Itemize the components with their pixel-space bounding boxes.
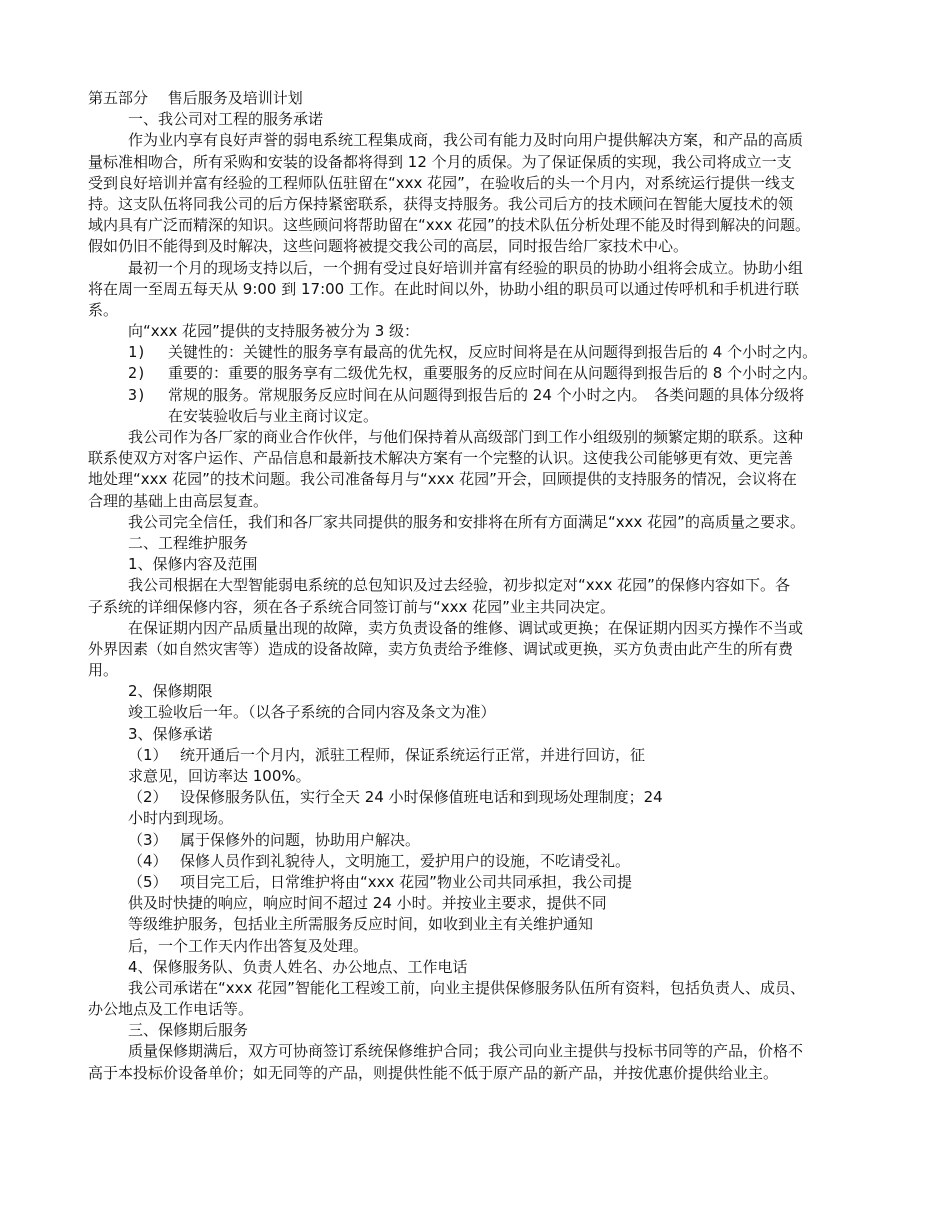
paragraph-line: 竣工验收后一年。（以各子系统的合同内容及条文为准） [128,703,496,722]
list-item-continuation: 在安装验收后与业主商讨议定。 [168,406,379,425]
subsection-heading: 4、保修服务队、负责人姓名、办公地点、工作电话 [128,957,468,976]
promise-continuation: 供及时快捷的响应，响应时间不超过 24 小时。并按业主要求，提供不同 [128,894,607,913]
paragraph-line: 最初一个月的现场支持以后，一个拥有受过良好培训并富有经验的职员的协助小组将会成立。协助小组 [128,258,804,277]
promise-marker: （3） [128,830,168,849]
promise-marker: （5） [128,872,168,891]
paragraph-line: 用。 [88,661,119,680]
list-item-text: 常规的服务。常规服务反应时间在从问题得到报告后的 24 个小时之内。 各类问题的具体分级将 [168,385,805,404]
promise-marker: （4） [128,851,168,870]
subsection-heading: 3、保修承诺 [128,724,213,743]
paragraph-line: 量标准相吻合，所有采购和安装的设备都将得到 12 个月的质保。为了保证保质的实现，我公司将成立一支 [88,152,792,171]
list-marker: 2) [128,364,147,383]
promise-item [88,787,864,808]
paragraph-line: 地处理“xxx 花园”的技术问题。我公司准备每月与“xxx 花园”开会，回顾提供的支持服务的情况，会议将在 [88,470,797,489]
promise-text: 统开通后一个月内，派驻工程师，保证系统运行正常，并进行回访，征 [180,745,646,764]
paragraph-line: 质量保修期满后，双方可协商签订系统保修维护合同；我公司向业主提供与投标书同等的产品，价格不 [128,1042,804,1061]
section-heading: 三、保修期后服务 [128,1021,249,1040]
list-marker: 1) [128,343,147,362]
paragraph-line: 办公地点及工作电话等。 [88,1000,254,1019]
promise-continuation: 求意见，回访率达 100%。 [128,767,311,785]
paragraph-line: 我公司根据在大型智能弱电系统的总包知识及过去经验，初步拟定对“xxx 花园”的保修内容如下。各 [128,576,790,595]
section-heading: 一、我公司对工程的服务承诺 [128,110,324,129]
paragraph-line: 持。这支队伍将同我公司的后方保持紧密联系，获得支持服务。我公司后方的技术顾问在智能大厦技术的领 [88,194,794,213]
list-item [88,363,864,384]
paragraph-line: 高于本投标价设备单价；如无同等的产品，则提供性能不低于原产品的新产品，并按优惠价提供给业主。 [88,1063,779,1082]
promise-continuation: 等级维护服务，包括业主所需服务反应时间，如收到业主有关维护通知 [128,915,594,934]
paragraph-line: 将在周一至周五每天从 9:00 到 17:00 工作。在此时间以外，协助小组的职员可以通过传呼机和手机进行联 [88,279,799,298]
promise-item [88,872,864,893]
paragraph-line: 我公司作为各厂家的商业合作伙伴，与他们保持着从高级部门到工作小组级别的频繁定期的联系。这种 [128,428,804,446]
list-marker: 3) [128,385,147,404]
part-title: 第五部分 售后服务及培训计划 [88,89,303,107]
paragraph-line: 外界因素（如自然灾害等）造成的设备故障，卖方负责给予维修、调试或更换，买方负责由此产生的所有费 [88,639,794,658]
paragraph-line: 向“xxx 花园”提供的支持服务被分为 3 级： [128,322,420,341]
promise-item [88,830,864,851]
promise-continuation: 小时内到现场。 [128,809,234,828]
paragraph-line: 在保证期内因产品质量出现的故障，卖方负责设备的维修、调试或更换；在保证期内因买方操作不当或 [128,618,804,637]
promise-continuation: 后，一个工作天内作出答复及处理。 [128,936,369,955]
promise-item [88,851,864,872]
paragraph-line: 子系统的详细保修内容，须在各子系统合同签订前与“xxx 花园”业主共同决定。 [88,597,615,616]
promise-marker: （2） [128,788,168,807]
paragraph-line: 系。 [88,300,119,319]
section-heading: 二、工程维护服务 [128,533,249,552]
promise-item [88,745,864,766]
promise-text: 保修人员作到礼貌待人，文明施工，爱护用户的设施，不吃请受礼。 [180,851,631,870]
paragraph-line: 我公司完全信任，我们和各厂家共同提供的服务和安排将在所有方面满足“xxx 花园”的高质量之要求。 [128,512,805,531]
list-item-text: 关键性的：关键性的服务享有最高的优先权，反应时间将是在从问题得到报告后的 4 个小时之内。 [168,343,818,362]
paragraph-line: 我公司承诺在“xxx 花园”智能化工程竣工前，向业主提供保修服务队伍所有资料，包括负责人、成员、 [128,978,805,997]
paragraph-line: 域内具有广泛而精深的知识。这些顾问将帮助留在“xxx 花园”的技术队伍分析处理不能及时得到解决的问题。 [88,216,810,235]
paragraph-line: 合理的基础上由高层复查。 [88,491,269,510]
paragraph-line: 受到良好培训并富有经验的工程师队伍驻留在“xxx 花园”，在验收后的头一个月内，对系统运行提供一线支 [88,173,795,192]
promise-marker: （1） [128,745,168,764]
subsection-heading: 2、保修期限 [128,682,213,701]
list-item [88,342,864,363]
promise-text: 项目完工后，日常维护将由“xxx 花园”物业公司共同承担，我公司提 [180,872,632,891]
subsection-heading: 1、保修内容及范围 [128,555,258,574]
paragraph-line: 假如仍旧不能得到及时解决，这些问题将被提交我公司的高层，同时报告给厂家技术中心。 [88,237,689,256]
promise-text: 设保修服务队伍，实行全天 24 小时保修值班电话和到现场处理制度；24 [180,788,663,807]
paragraph-line: 作为业内享有良好声誉的弱电系统工程集成商，我公司有能力及时向用户提供解决方案，和产品的高质 [128,131,804,150]
promise-text: 属于保修外的问题，协助用户解决。 [180,830,421,849]
list-item-text: 重要的：重要的服务享有二级优先权，重要服务的反应时间在从问题得到报告后的 8 个小时之内。 [168,364,818,383]
list-item [88,385,864,406]
paragraph-line: 联系使双方对客户运作、产品信息和最新技术解决方案有一个完整的认识。这使我公司能够更有效、更完善 [88,449,794,468]
